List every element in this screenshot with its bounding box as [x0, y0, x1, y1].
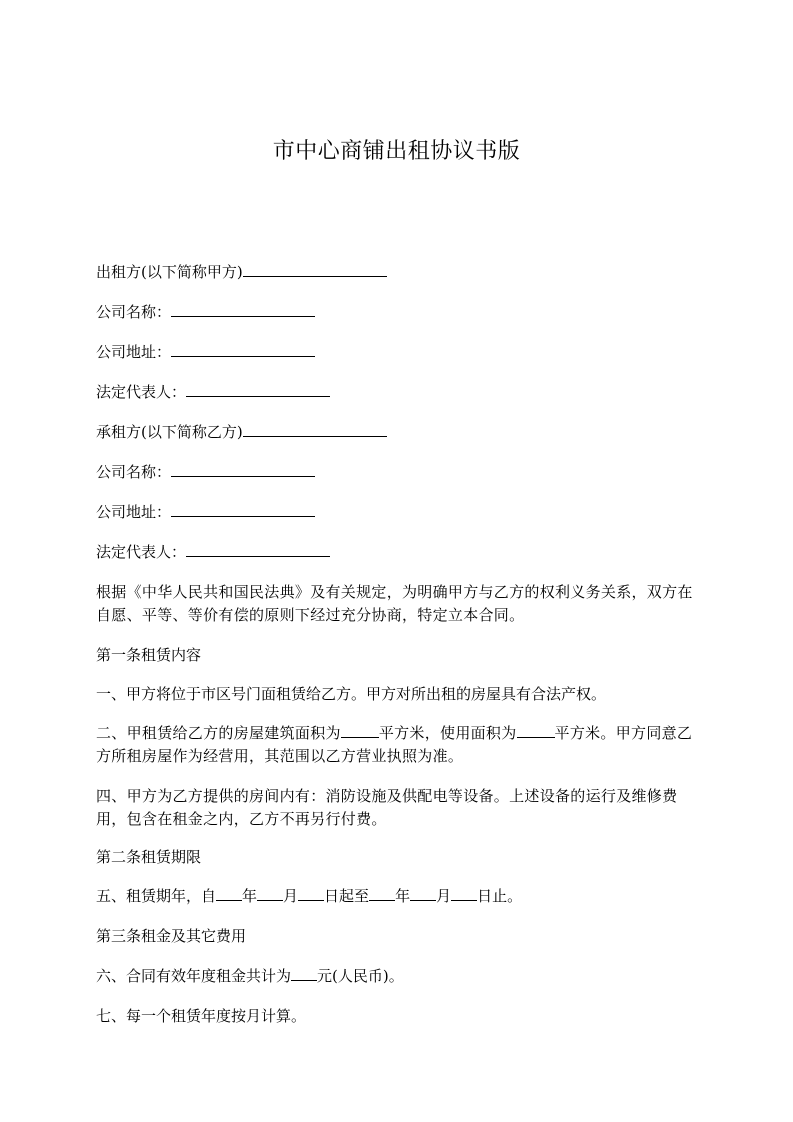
- lessee-heading: 承租方(以下简称乙方): [96, 421, 387, 443]
- building-area-blank: [341, 723, 379, 738]
- lessor-blank: [243, 262, 387, 277]
- lessor-company-address: 公司地址：: [96, 341, 315, 363]
- clause-7: 七、每一个租赁年度按月计算。: [96, 1007, 307, 1025]
- lessee-company-name: 公司名称：: [96, 461, 315, 483]
- lessee-company-address: 公司地址：: [96, 501, 315, 523]
- clause-6: 六、合同有效年度租金共计为 元(人民币)。: [96, 967, 404, 985]
- end-day-blank: [451, 886, 477, 901]
- lessor-heading: 出租方(以下简称甲方): [96, 261, 387, 283]
- lessee-company-name-blank: [171, 462, 315, 477]
- end-year-blank: [369, 886, 395, 901]
- end-month-blank: [410, 886, 436, 901]
- clause-1: 一、甲方将位于市区号门面租赁给乙方。甲方对所出租的房屋具有合法产权。: [96, 685, 607, 703]
- article2-heading: 第二条租赁期限: [96, 848, 202, 866]
- lessor-legal-rep: 法定代表人：: [96, 381, 330, 403]
- article1-heading: 第一条租赁内容: [96, 646, 202, 664]
- lessor-company-name: 公司名称：: [96, 301, 315, 323]
- page-title: 市中心商铺出租协议书版: [272, 139, 521, 164]
- lessee-blank: [243, 422, 387, 437]
- start-year-blank: [216, 886, 242, 901]
- clause-4: 四、甲方为乙方提供的房间内有：消防设施及供配电等设备。上述设备的运行及维修费用，包含在租金之内，乙方不再另行付费。: [96, 787, 678, 828]
- article3-heading: 第三条租金及其它费用: [96, 927, 247, 945]
- lessee-company-address-blank: [171, 502, 315, 517]
- clause-2: 二、甲租赁给乙方的房屋建筑面积为 平方米，使用面积为 平方米。甲方同意乙方所租房屋作为经营用，其范围以乙方营业执照为准。: [96, 724, 693, 765]
- lessor-company-name-blank: [171, 302, 315, 317]
- preamble-paragraph: 根据《中华人民共和国民法典》及有关规定，为明确甲方与乙方的权利义务关系，双方在自愿、平等、等价有偿的原则下经过充分协商，特定立本合同。: [96, 583, 693, 624]
- start-day-blank: [298, 886, 324, 901]
- lessor-company-address-blank: [171, 342, 315, 357]
- clause-5: 五、租赁期年，自 年 月 日起至 年 月 日止。: [96, 887, 523, 905]
- lessee-legal-rep: 法定代表人：: [96, 541, 330, 563]
- lessor-legal-rep-blank: [186, 382, 330, 397]
- usable-area-blank: [517, 723, 555, 738]
- lessee-legal-rep-blank: [186, 542, 330, 557]
- annual-rent-blank: [291, 966, 317, 981]
- start-month-blank: [257, 886, 283, 901]
